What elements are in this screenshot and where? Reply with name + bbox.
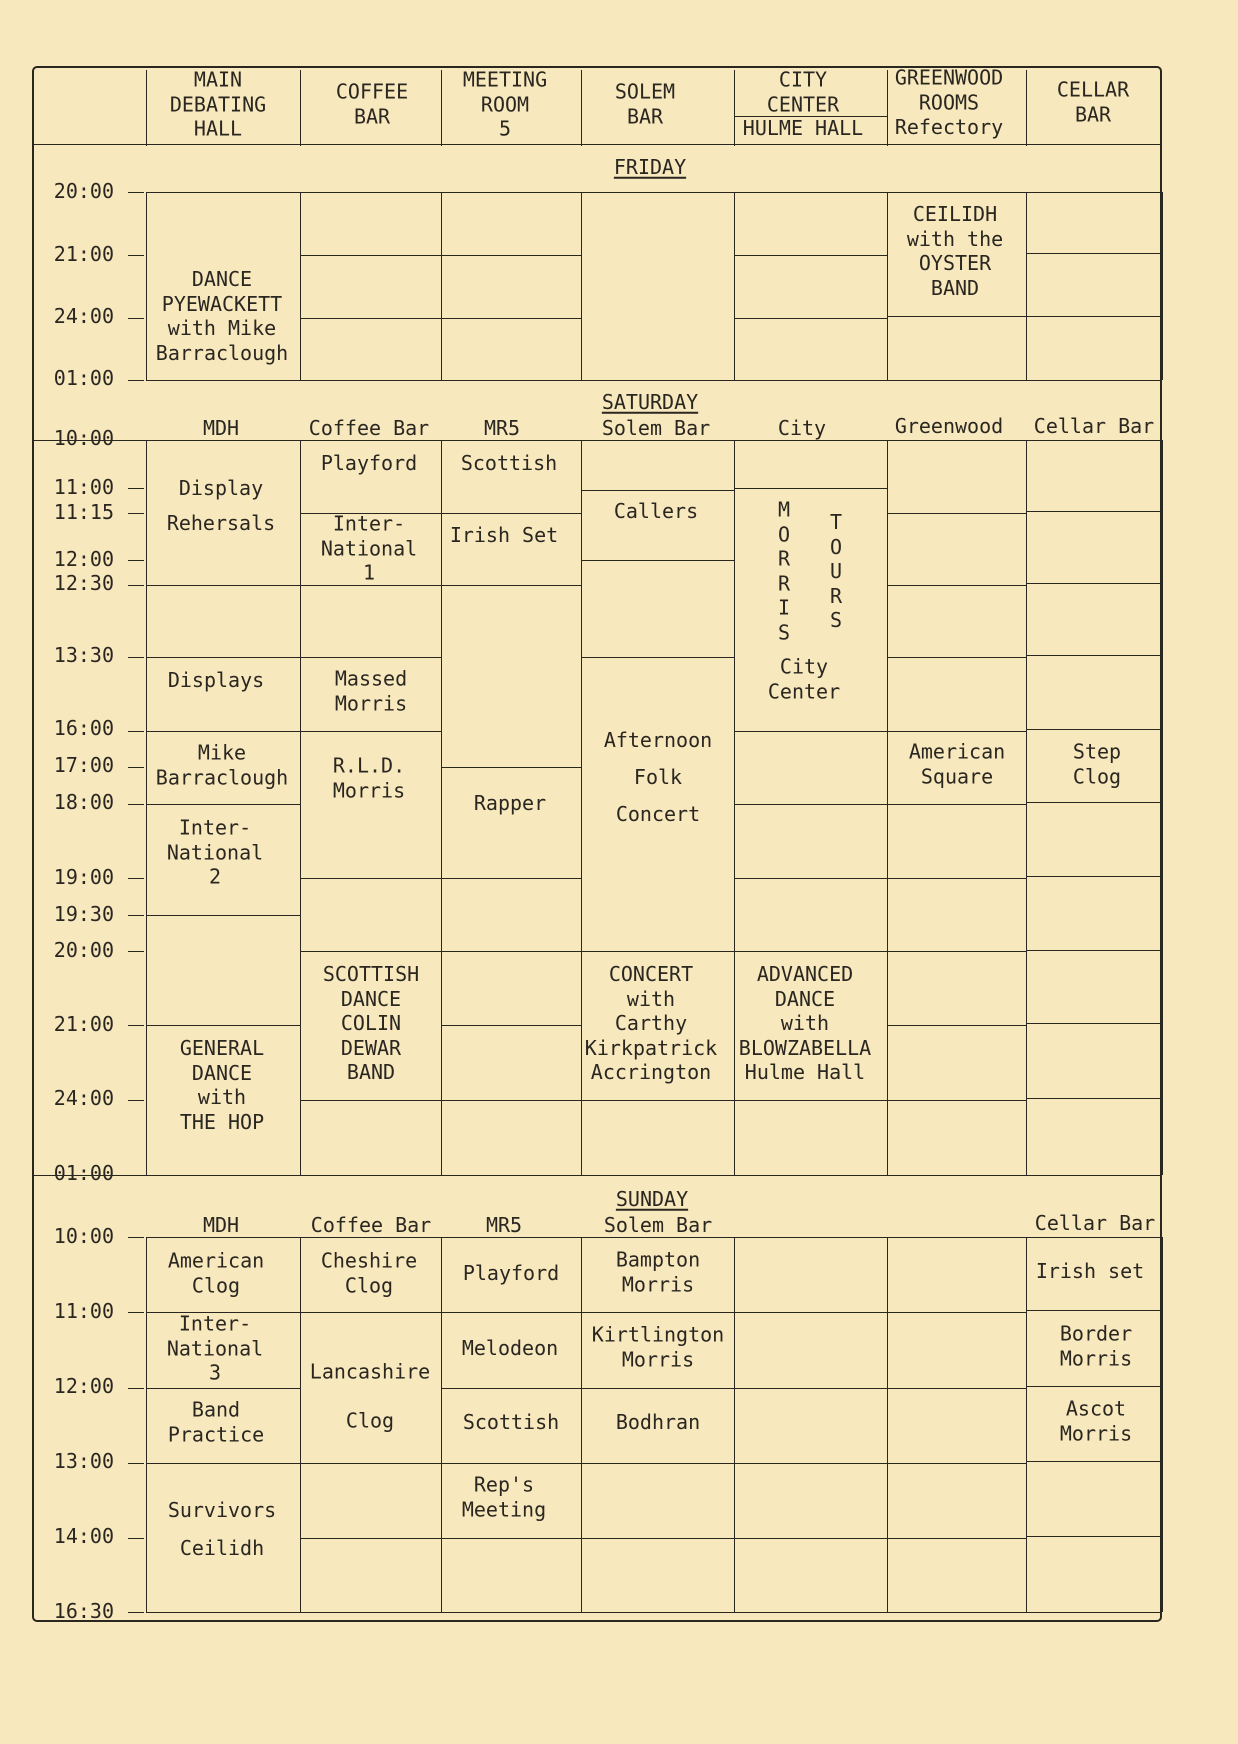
grid-line	[1162, 440, 1163, 1175]
grid-line	[887, 440, 888, 1175]
grid-line	[581, 951, 734, 952]
grid-line	[146, 70, 147, 146]
time-label: 17:00	[53, 753, 114, 777]
time-tick	[128, 488, 144, 489]
grid-line	[887, 70, 888, 146]
sun-col-solem-bar: Solem Bar	[603, 1212, 713, 1237]
time-label: 10:00	[53, 426, 114, 450]
grid-line	[441, 878, 581, 879]
time-label: 13:30	[53, 643, 114, 667]
grid-line	[441, 1237, 442, 1612]
event-display: Display	[178, 475, 264, 500]
grid-line	[300, 657, 441, 658]
event-callers: Callers	[613, 498, 699, 523]
time-tick	[128, 657, 144, 658]
grid-line	[300, 585, 441, 586]
grid-line	[581, 657, 734, 658]
grid-line	[734, 1388, 887, 1389]
time-tick	[128, 1463, 144, 1464]
grid-line	[1162, 192, 1163, 380]
event-rehersals: Rehersals	[166, 510, 276, 535]
grid-line	[441, 192, 442, 380]
time-label: 11:15	[53, 500, 114, 524]
event-band-practice: Band Practice	[167, 1397, 265, 1446]
grid-line	[581, 1237, 582, 1612]
event-playford: Playford	[462, 1260, 560, 1285]
grid-line	[1026, 802, 1162, 803]
event-massed-morris: Massed Morris	[334, 666, 408, 715]
header-meeting-room-5: MEETING ROOM 5	[462, 67, 548, 141]
grid-line	[441, 1025, 581, 1026]
grid-line	[734, 731, 887, 732]
sat-col-solem-bar: Solem Bar	[601, 415, 711, 440]
grid-line	[441, 1100, 581, 1101]
grid-line	[300, 1312, 441, 1313]
header-refectory: Refectory	[894, 114, 1004, 139]
grid-line	[300, 440, 301, 1175]
time-tick	[128, 1612, 144, 1613]
grid-line	[146, 1025, 300, 1026]
time-tick	[128, 1175, 144, 1176]
grid-line	[734, 488, 887, 489]
grid-line	[581, 490, 734, 491]
grid-line	[441, 440, 442, 1175]
grid-line	[300, 1237, 301, 1612]
grid-line	[734, 878, 887, 879]
time-tick	[128, 951, 144, 952]
grid-line	[887, 1100, 1026, 1101]
grid-line	[300, 1463, 441, 1464]
event-ascot-morris: Ascot Morris	[1059, 1396, 1133, 1445]
header-solem-bar: SOLEM BAR	[614, 79, 676, 128]
sun-col-cellar-bar: Cellar Bar	[1034, 1210, 1156, 1235]
time-tick	[128, 255, 144, 256]
event-lancashire-clog: Lancashire Clog	[309, 1359, 431, 1433]
event-afternoon-folk-concert-1: Afternoon	[603, 727, 713, 752]
grid-line	[887, 1312, 1026, 1313]
time-label: 10:00	[53, 1224, 114, 1248]
time-label: 21:00	[53, 242, 114, 266]
grid-line	[887, 1388, 1026, 1389]
grid-line	[300, 951, 441, 952]
grid-line	[146, 915, 300, 916]
grid-line	[734, 70, 735, 146]
grid-line	[146, 1237, 147, 1612]
grid-line	[1026, 316, 1162, 317]
event-scottish-dance-colin-dewar: SCOTTISH DANCE COLIN DEWAR BAND	[322, 961, 420, 1084]
grid-line	[1026, 440, 1027, 1175]
time-tick	[128, 585, 144, 586]
grid-line	[887, 192, 888, 380]
time-label: 24:00	[53, 1086, 114, 1110]
event-cheshire-clog: Cheshire Clog	[320, 1248, 418, 1297]
grid-line	[734, 255, 887, 256]
grid-line	[300, 318, 581, 319]
time-label: 24:00	[53, 304, 114, 328]
grid-line	[1026, 1386, 1162, 1387]
grid-line	[581, 1463, 734, 1464]
header-cellar-bar: CELLAR BAR	[1056, 77, 1130, 126]
header-coffee-bar: COFFEE BAR	[335, 79, 409, 128]
sun-col-coffee-bar: Coffee Bar	[310, 1212, 432, 1237]
grid-line	[887, 657, 1026, 658]
event-ceilidh: Ceilidh	[179, 1535, 265, 1560]
time-label: 19:30	[53, 902, 114, 926]
grid-line	[581, 70, 582, 146]
grid-line	[441, 70, 442, 146]
time-tick	[128, 1312, 144, 1313]
grid-line	[146, 1612, 1162, 1613]
grid-line	[441, 1463, 581, 1464]
header-hulme-hall: HULME HALL	[742, 115, 864, 140]
event-afternoon-folk-concert-3: Concert	[615, 801, 701, 826]
event-city-center: City Center	[767, 654, 841, 703]
event-afternoon-folk-concert-2: Folk	[633, 764, 683, 789]
time-label: 12:00	[53, 547, 114, 571]
time-label: 20:00	[53, 938, 114, 962]
time-label: 21:00	[53, 1012, 114, 1036]
event-scottish: Scottish	[462, 1409, 560, 1434]
event-playford: Playford	[320, 450, 418, 475]
grid-line	[32, 440, 1162, 441]
grid-line	[581, 1312, 734, 1313]
grid-line	[887, 316, 1026, 317]
grid-line	[441, 585, 581, 586]
grid-line	[146, 192, 147, 380]
grid-line	[300, 1538, 441, 1539]
time-tick	[128, 1538, 144, 1539]
grid-line	[1026, 583, 1162, 584]
event-international-2: Inter- National 2	[166, 815, 264, 889]
grid-line	[1026, 192, 1027, 380]
grid-line	[300, 255, 581, 256]
time-tick	[128, 915, 144, 916]
grid-line	[300, 192, 301, 380]
grid-line	[581, 1538, 734, 1539]
sun-col-mr5: MR5	[485, 1212, 523, 1237]
event-general-dance-the-hop: GENERAL DANCE with THE HOP	[179, 1036, 265, 1134]
grid-line	[887, 878, 1026, 879]
time-tick	[128, 804, 144, 805]
grid-line	[1162, 1237, 1163, 1612]
event-concert-carthy: CONCERT with Carthy Kirkpatrick Accrington	[584, 961, 718, 1084]
header-greenwood-rooms: GREENWOOD ROOMS	[894, 65, 1004, 114]
grid-line	[1026, 1098, 1162, 1099]
grid-line	[146, 1388, 300, 1389]
grid-line	[146, 1463, 300, 1464]
event-ceilidh-oyster-band: CEILIDH with the OYSTER BAND	[906, 202, 1004, 300]
time-tick	[128, 767, 144, 768]
event-bodhran: Bodhran	[615, 1409, 701, 1434]
grid-line	[887, 585, 1026, 586]
event-step-clog: Step Clog	[1072, 739, 1122, 788]
grid-line	[146, 380, 1162, 381]
grid-line	[1026, 1536, 1162, 1537]
sat-col-cellar-bar: Cellar Bar	[1033, 413, 1155, 438]
grid-line	[887, 951, 1026, 952]
grid-line	[734, 951, 887, 952]
sat-col-city: City	[777, 415, 827, 440]
grid-line	[887, 1538, 1026, 1539]
grid-line	[734, 1100, 887, 1101]
grid-line	[581, 440, 582, 1175]
event-scottish: Scottish	[460, 450, 558, 475]
time-label: 11:00	[53, 1299, 114, 1323]
grid-line	[1026, 511, 1162, 512]
grid-line	[1026, 70, 1027, 146]
event-reps-meeting: Rep's Meeting	[461, 1472, 547, 1521]
event-irish-set: Irish Set	[449, 522, 559, 547]
grid-line	[146, 585, 300, 586]
time-label: 18:00	[53, 790, 114, 814]
grid-line	[1026, 950, 1162, 951]
event-american-square: American Square	[908, 739, 1006, 788]
event-morris-vertical: M O R R I S	[777, 497, 791, 644]
grid-line	[146, 731, 300, 732]
grid-line	[32, 144, 1162, 145]
grid-line	[300, 70, 301, 146]
header-main-debating-hall: MAIN DEBATING HALL	[169, 67, 267, 141]
event-border-morris: Border Morris	[1059, 1321, 1133, 1370]
time-label: 12:30	[53, 571, 114, 595]
grid-line	[581, 1388, 734, 1389]
time-label: 16:00	[53, 716, 114, 740]
header-city-center: CITY CENTER	[766, 67, 840, 116]
time-tick	[128, 1025, 144, 1026]
event-rld-morris: R.L.D. Morris	[332, 753, 406, 802]
time-tick	[128, 192, 144, 193]
grid-line	[887, 1237, 888, 1612]
grid-line	[441, 767, 581, 768]
day-saturday: SATURDAY	[601, 389, 699, 414]
time-tick	[128, 731, 144, 732]
event-dance-pyewackett: DANCE PYEWACKETT with Mike Barraclough	[155, 267, 289, 365]
grid-line	[146, 657, 300, 658]
day-sunday: SUNDAY	[615, 1186, 689, 1211]
grid-line	[441, 1312, 581, 1313]
event-irish-set: Irish set	[1035, 1258, 1145, 1283]
grid-line	[1026, 1023, 1162, 1024]
event-survivors: Survivors	[167, 1497, 277, 1522]
sun-col-mdh: MDH	[202, 1212, 240, 1237]
time-label: 16:30	[53, 1599, 114, 1623]
grid-line	[734, 1237, 735, 1612]
time-tick	[128, 878, 144, 879]
event-mike-barraclough: Mike Barraclough	[155, 740, 289, 789]
grid-line	[441, 1538, 581, 1539]
grid-line	[32, 1175, 1162, 1176]
sat-col-mdh: MDH	[202, 415, 240, 440]
grid-line	[1026, 876, 1162, 877]
grid-line	[734, 440, 735, 1175]
event-tours-vertical: T O U R S	[829, 509, 843, 632]
grid-line	[1026, 1310, 1162, 1311]
grid-line	[441, 1388, 581, 1389]
grid-line	[581, 192, 582, 380]
event-melodeon: Melodeon	[461, 1335, 559, 1360]
time-label: 14:00	[53, 1524, 114, 1548]
grid-line	[1026, 1461, 1162, 1462]
grid-line	[887, 804, 1026, 805]
event-displays: Displays	[167, 667, 265, 692]
grid-line	[441, 951, 581, 952]
event-rapper: Rapper	[473, 790, 547, 815]
grid-line	[146, 440, 147, 1175]
grid-line	[734, 1312, 887, 1313]
grid-line	[734, 318, 887, 319]
grid-line	[1026, 655, 1162, 656]
time-tick	[128, 513, 144, 514]
grid-line	[146, 804, 300, 805]
grid-line	[734, 192, 735, 380]
event-kirtlington-morris: Kirtlington Morris	[591, 1322, 725, 1371]
grid-line	[300, 878, 441, 879]
time-tick	[128, 1100, 144, 1101]
event-international-3: Inter- National 3	[166, 1311, 264, 1385]
sat-col-greenwood: Greenwood	[894, 413, 1004, 438]
sat-col-mr5: MR5	[483, 415, 521, 440]
time-label: 12:00	[53, 1374, 114, 1398]
time-label: 11:00	[53, 475, 114, 499]
grid-line	[734, 1538, 887, 1539]
grid-line	[1026, 1237, 1027, 1612]
event-american-clog: American Clog	[167, 1248, 265, 1297]
time-tick	[128, 380, 144, 381]
grid-line	[887, 1025, 1026, 1026]
grid-line	[300, 1100, 441, 1101]
grid-line	[300, 731, 441, 732]
time-tick	[128, 1388, 144, 1389]
time-tick	[128, 318, 144, 319]
event-advanced-dance-blowzabella: ADVANCED DANCE with BLOWZABELLA Hulme Hall	[738, 961, 872, 1084]
time-label: 01:00	[53, 366, 114, 390]
time-label: 20:00	[53, 179, 114, 203]
grid-line	[887, 1463, 1026, 1464]
grid-line	[441, 513, 581, 514]
event-international-1: Inter- National 1	[320, 511, 418, 585]
time-tick	[128, 1237, 144, 1238]
day-friday: FRIDAY	[613, 154, 687, 179]
event-bampton-morris: Bampton Morris	[615, 1247, 701, 1296]
grid-line	[146, 192, 1162, 193]
time-tick	[128, 560, 144, 561]
time-tick	[128, 440, 144, 441]
grid-line	[1026, 729, 1162, 730]
grid-line	[581, 560, 734, 561]
grid-line	[887, 731, 1026, 732]
time-label: 01:00	[53, 1161, 114, 1185]
grid-line	[581, 1100, 734, 1101]
time-label: 13:00	[53, 1449, 114, 1473]
sat-col-coffee-bar: Coffee Bar	[308, 415, 430, 440]
grid-line	[887, 513, 1026, 514]
time-label: 19:00	[53, 865, 114, 889]
grid-line	[734, 804, 887, 805]
grid-line	[734, 1463, 887, 1464]
grid-line	[1026, 253, 1162, 254]
